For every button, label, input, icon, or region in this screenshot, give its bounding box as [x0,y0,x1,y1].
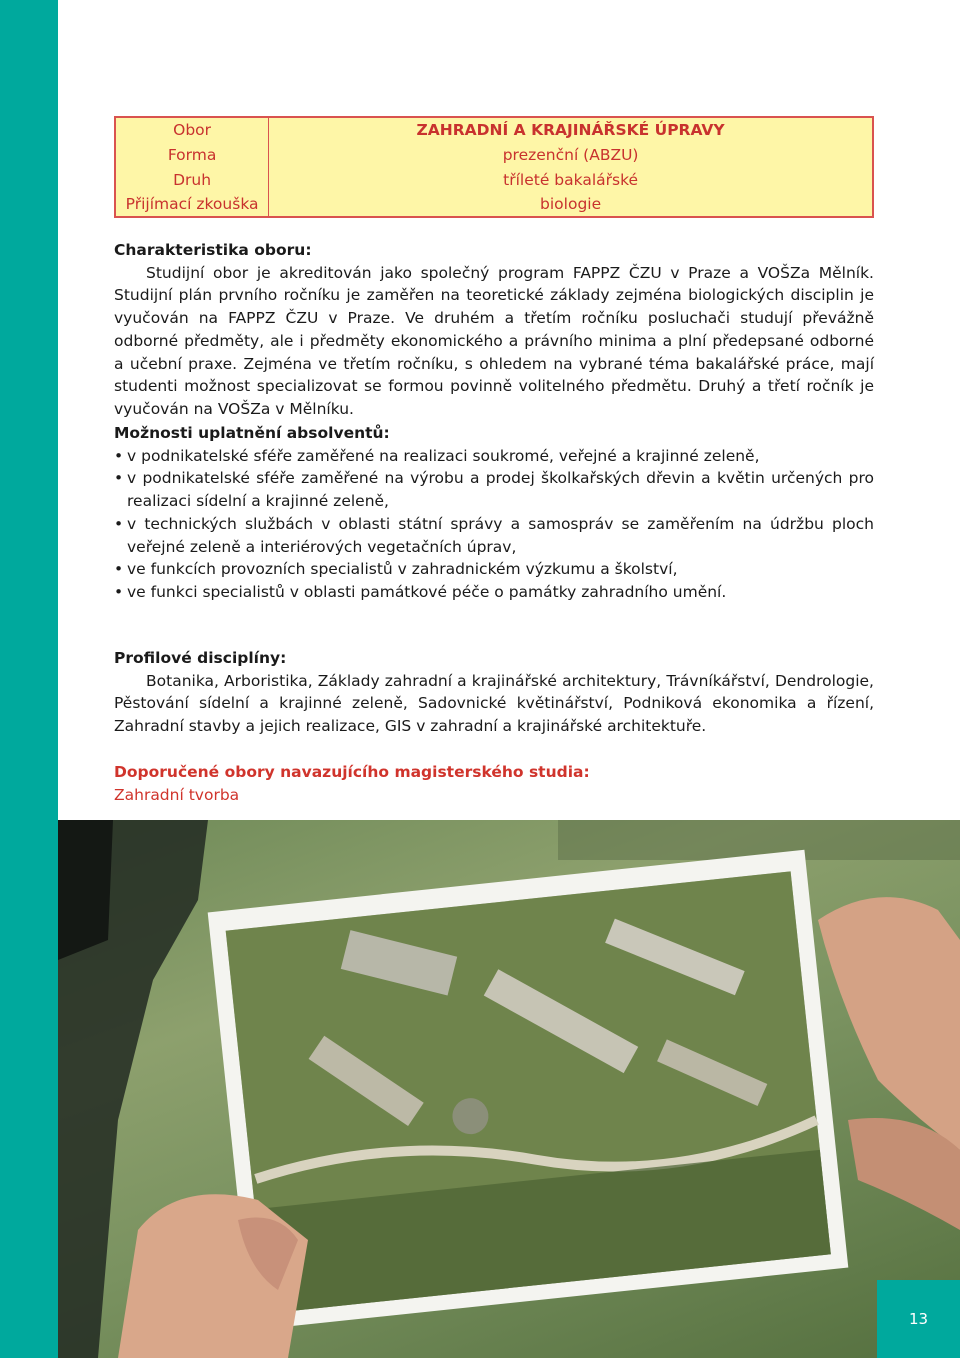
table-row [115,167,873,192]
row-key: Přijímací zkouška [115,192,269,217]
table-row [115,117,873,142]
table-row [115,192,873,217]
characteristics-text: Studijní obor je akreditován jako společný program FAPPZ ČZU v Praze a VOŠZa Mělník. Studijní plán prvního ročníku je zaměřen na teoretické základy zejména biologických disciplin je vyučován na FAPPZ ČZU v Praze. Ve druhém a třetím ročníku posluchači studují převážně odborné předměty, ale i předměty ekonomického a právního minima a plní předepsané odborné a učební praxe. Zejména ve třetím ročníku, s ohledem na vybrané téma bakalářské práce, mají studenti možnost specializovat se formou povinně volitelného předmětu. Druhý a třetí ročník je vyučován na VOŠZa v Mělníku. [114,263,874,418]
page-number: 13 [908,1310,929,1328]
list-item: • v technických službách v oblasti státní správy a samospráv se zaměřením na údržbu ploch veřejné zeleně a interiérových vegetačních úprav, [114,513,874,558]
graduates-list [114,445,874,604]
list-item: • v podnikatelské sféře zaměřené na realizaci soukromé, veřejné a krajinné zeleně, [114,445,874,468]
row-value: prezenční (ABZU) [502,145,639,164]
profile-section [114,647,874,738]
section-heading: Možnosti uplatnění absolventů: [114,424,390,442]
recommended-value: Zahradní tvorba [114,785,240,804]
row-key: Forma [115,142,269,167]
photo-hands-holding-aerial-map [58,820,960,1358]
section-heading: Doporučené obory navazujícího magisterského studia: [114,763,590,781]
list-item: • v podnikatelské sféře zaměřené na výrobu a prodej školkařských dřevin a květin určených pro realizaci sídelní a krajinné zeleně, [114,467,874,512]
row-value: ZAHRADNÍ A KRAJINÁŘSKÉ ÚPRAVY [416,121,725,139]
graduates-section [114,422,874,604]
list-item: • ve funkci specialistů v oblasti památkové péče o památky zahradního umění. [114,581,874,604]
study-info-table [114,116,874,218]
profile-text: Botanika, Arboristika, Základy zahradní a krajinářské architektury, Trávníkářství, Dendrologie, Pěstování sídelní a krajinné zeleně, Sadovnické květinářství, Podniková ekonomika a řízení, Zahradní stavby a jejich realizace, GIS v zahradní a krajinářské architektuře. [114,671,874,736]
table-row [115,142,873,167]
row-value: tříleté bakalářské [503,170,639,189]
row-key: Druh [115,167,269,192]
side-color-bar [0,0,58,1358]
section-heading: Charakteristika oboru: [114,241,312,259]
page-number-box [877,1280,960,1358]
characteristics-section [114,239,874,421]
list-item: • ve funkcích provozních specialistů v zahradnickém výzkumu a školství, [114,558,874,581]
row-value: biologie [540,195,602,213]
section-heading: Profilové disciplíny: [114,649,287,667]
row-key: Obor [115,117,269,142]
recommended-section [114,761,874,806]
